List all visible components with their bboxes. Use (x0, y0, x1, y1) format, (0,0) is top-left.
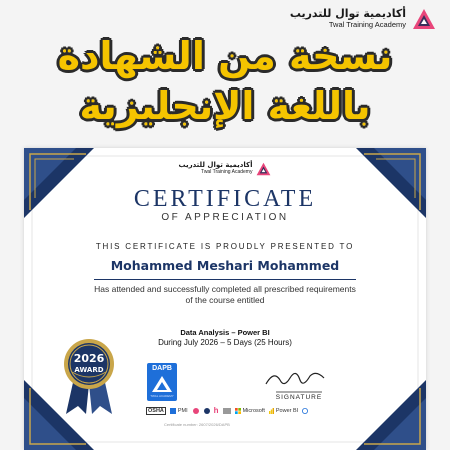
partner-h: h (213, 406, 219, 415)
body-line-1: Has attended and successfully completed all prescribed requirements (94, 284, 356, 294)
certificate-body (84, 284, 366, 306)
partner-osha: OSHA (148, 407, 164, 414)
partner-globe-icon (204, 408, 210, 414)
academy-logo (290, 8, 436, 30)
certificate-logo-ar: أكاديمية توال للتدريب (178, 161, 253, 170)
pmi-icon (170, 408, 176, 414)
partner-shield-icon (223, 408, 231, 414)
dapb-triangle-icon (147, 374, 177, 394)
certificate-logo (24, 162, 426, 176)
certificate-number: Certificate number: 2607/2026/DAPB (164, 422, 230, 427)
academy-logo-icon (412, 8, 436, 30)
partner-circle-icon (302, 408, 308, 414)
powerbi-icon (269, 408, 274, 414)
award-medal-icon (60, 338, 118, 416)
body-line-2: of the course entitled (185, 295, 265, 305)
name-underline (94, 279, 356, 280)
partner-ribbon-icon (192, 408, 200, 414)
dapb-label: DAPB (152, 365, 172, 372)
certificate-logo-icon (256, 162, 271, 176)
academy-name-en: Twal Training Academy (328, 20, 406, 29)
award-label: AWARD (74, 366, 104, 374)
partner-microsoft: Microsoft (235, 408, 265, 414)
presented-to-text: THIS CERTIFICATE IS PROUDLY PRESENTED TO (95, 242, 355, 251)
course-title: Data Analysis – Power BI (180, 328, 270, 337)
dapb-badge (147, 363, 177, 401)
certificate-card (24, 148, 426, 450)
partner-logos (146, 406, 308, 415)
signature-label: SIGNATURE (275, 394, 323, 401)
certificate-subtitle: OF APPRECIATION (161, 212, 289, 223)
award-year: 2026 (73, 352, 105, 365)
course-date: During July 2026 – 5 Days (25 Hours) (158, 338, 292, 347)
partner-pmi: PMI (170, 408, 188, 414)
dapb-subtitle: TWAL ACADEMY (150, 394, 174, 398)
certificate-title: CERTIFICATE (133, 186, 317, 212)
headline-line-2: باللغة الإنجليزية (79, 84, 371, 128)
microsoft-icon (235, 408, 241, 414)
certificate-logo-en: Twal Training Academy (201, 169, 253, 176)
recipient-name: Mohammed Meshari Mohammed (110, 258, 340, 273)
award-seal (60, 338, 118, 416)
partner-powerbi: Power BI (269, 408, 298, 414)
academy-name-ar: أكاديمية توال للتدريب (289, 7, 406, 21)
headline-line-1: نسخة من الشهادة (57, 34, 393, 78)
